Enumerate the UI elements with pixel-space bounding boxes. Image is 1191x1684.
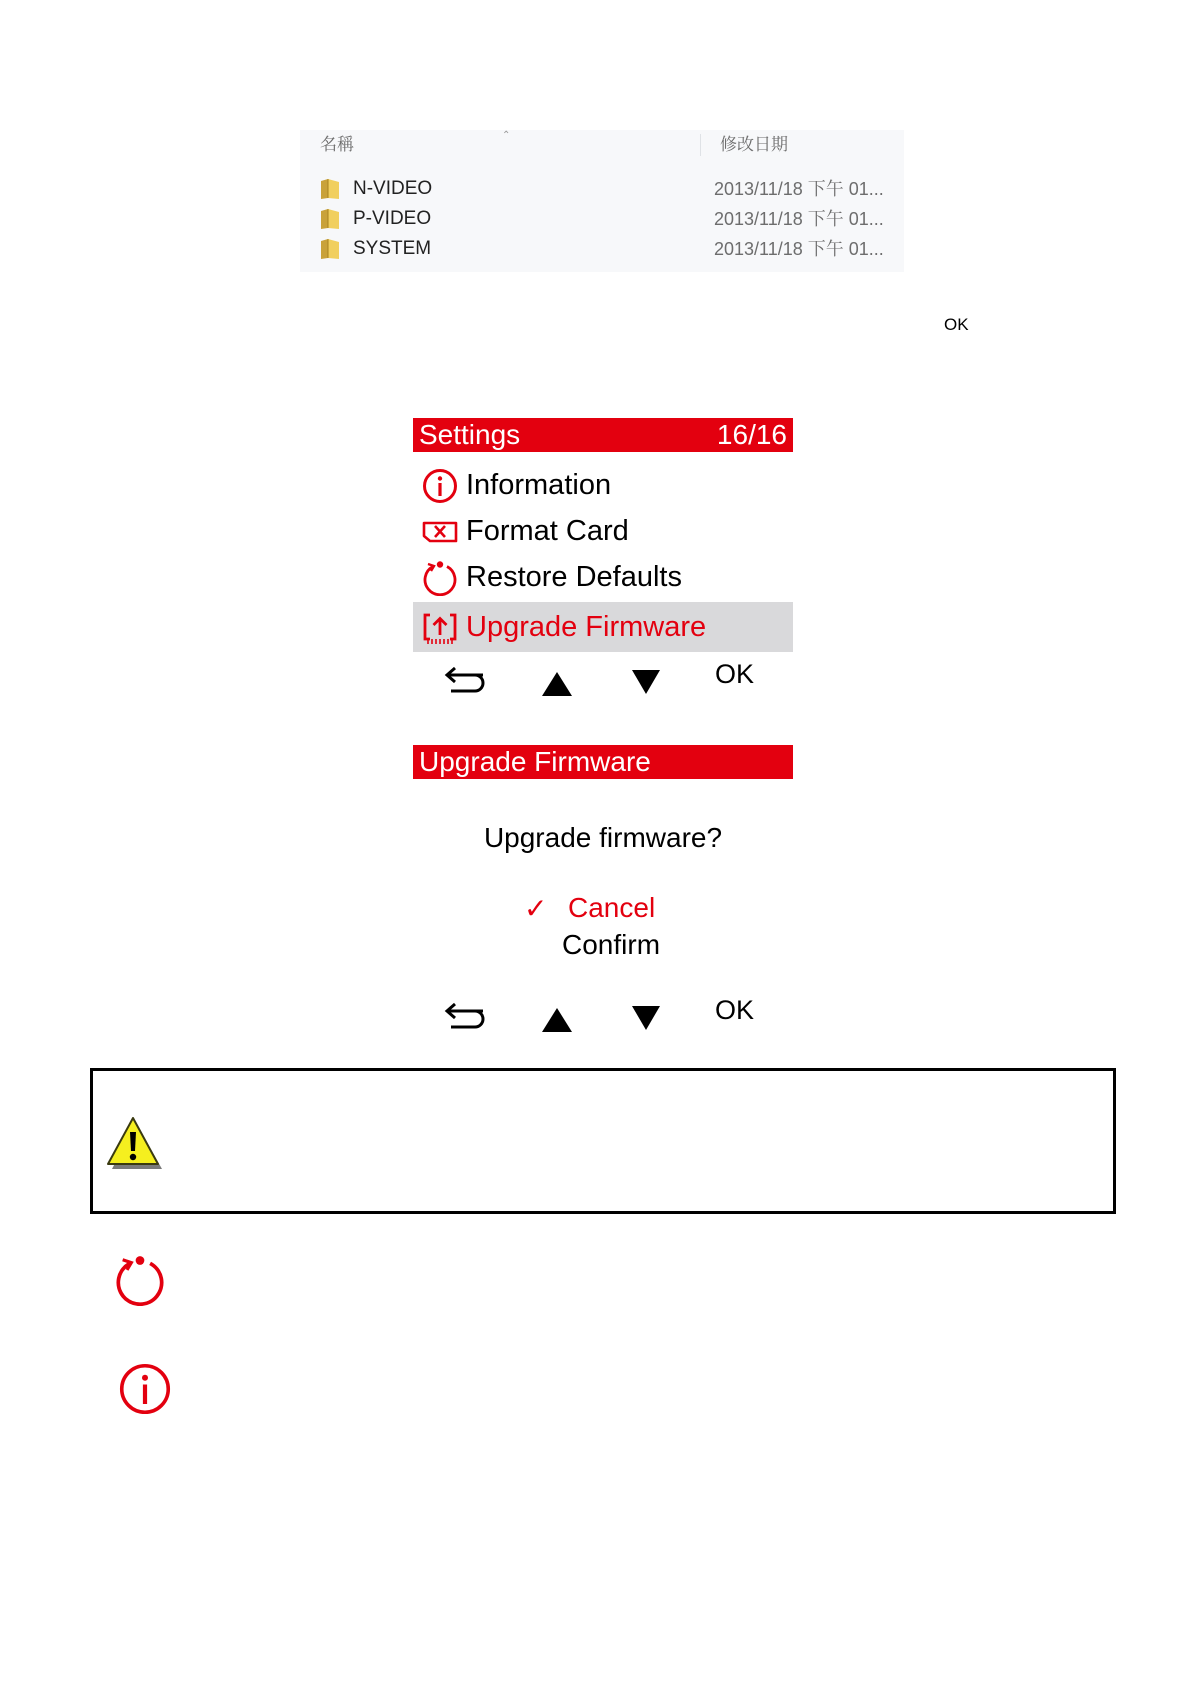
ok-button[interactable]: OK <box>715 995 755 1025</box>
menu-item-information[interactable] <box>413 462 793 508</box>
file-explorer-list <box>300 130 904 272</box>
file-row[interactable] <box>320 204 900 234</box>
file-date: 2013/11/18 下午 01... <box>714 239 884 259</box>
restore-icon <box>422 560 458 596</box>
back-icon[interactable] <box>443 660 487 704</box>
option-confirm[interactable] <box>524 927 824 967</box>
file-row[interactable] <box>320 234 900 264</box>
upgrade-nav-bar <box>413 988 793 1032</box>
column-header-modified[interactable]: 修改日期 <box>720 135 788 154</box>
file-row[interactable] <box>320 174 900 204</box>
column-divider <box>700 134 701 156</box>
ok-inline-label: OK <box>944 315 969 334</box>
back-icon[interactable] <box>443 996 487 1040</box>
folder-icon <box>320 208 340 230</box>
menu-item-format-card[interactable] <box>413 508 793 554</box>
sort-caret-icon: ⌃ <box>502 130 511 141</box>
warning-box <box>90 1068 1116 1214</box>
option-label: Confirm <box>562 929 661 960</box>
info-icon <box>422 468 458 504</box>
up-arrow-icon[interactable] <box>541 998 573 1042</box>
file-name: P-VIDEO <box>353 208 432 229</box>
menu-item-restore-defaults[interactable] <box>413 554 793 600</box>
column-header-name[interactable]: 名稱 <box>320 135 354 154</box>
info-icon <box>118 1362 172 1416</box>
menu-item-label: Upgrade Firmware <box>466 611 707 643</box>
upgrade-title: Upgrade Firmware <box>419 746 651 777</box>
menu-item-label: Restore Defaults <box>466 561 682 593</box>
settings-title: Settings <box>419 419 521 450</box>
option-cancel[interactable] <box>524 890 824 930</box>
folder-icon <box>320 238 340 260</box>
up-arrow-icon[interactable] <box>541 662 573 706</box>
ok-button[interactable]: OK <box>715 659 755 689</box>
format-card-icon <box>422 514 458 550</box>
down-arrow-icon[interactable] <box>631 660 661 704</box>
upgrade-title-bar <box>413 745 793 779</box>
option-label: Cancel <box>568 892 656 923</box>
file-date: 2013/11/18 下午 01... <box>714 179 884 199</box>
warning-icon <box>105 1115 163 1171</box>
menu-item-label: Format Card <box>466 515 629 547</box>
settings-nav-bar <box>413 652 793 696</box>
settings-title-bar <box>413 418 793 452</box>
file-date: 2013/11/18 下午 01... <box>714 209 884 229</box>
restore-icon <box>114 1254 166 1306</box>
upgrade-question: Upgrade firmware? <box>483 822 723 853</box>
file-name: N-VIDEO <box>353 178 433 199</box>
file-name: SYSTEM <box>353 238 432 259</box>
menu-item-upgrade-firmware[interactable] <box>413 602 793 652</box>
down-arrow-icon[interactable] <box>631 996 661 1040</box>
checkmark-icon: ✓ <box>524 893 548 924</box>
page-counter: 16/16 <box>716 419 787 450</box>
folder-icon <box>320 178 340 200</box>
menu-item-label: Information <box>466 469 612 501</box>
upgrade-icon <box>422 610 458 646</box>
